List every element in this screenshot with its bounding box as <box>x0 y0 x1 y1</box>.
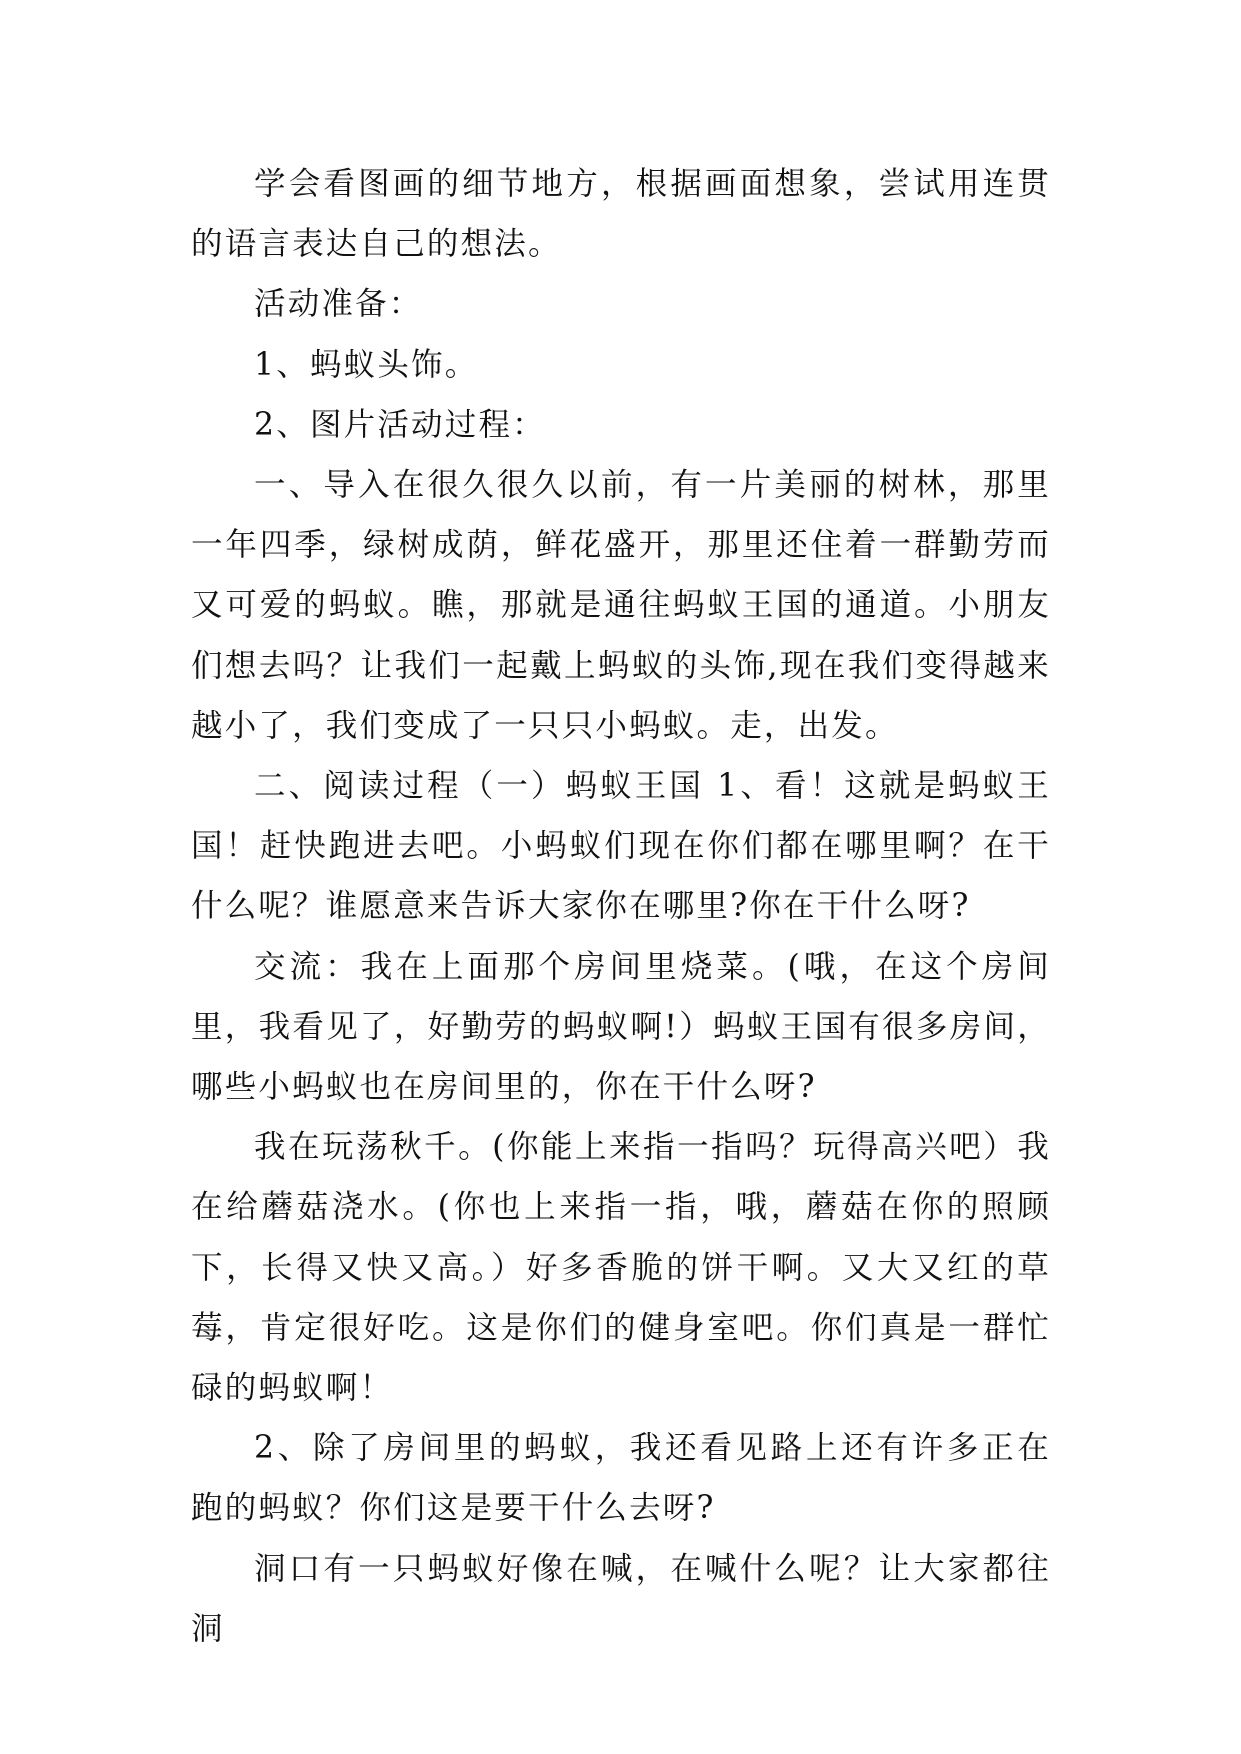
paragraph-preparation-item-2: 2、图片活动过程： <box>254 406 546 443</box>
paragraph-cave-entrance: 洞口有一只蚂蚁好像在喊，在喊什么呢？让大家都往洞 <box>191 1550 1051 1647</box>
paragraph-exchange: 交流：我在上面那个房间里烧菜。(哦，在这个房间里，我看见了，好勤劳的蚂蚁啊!）蚂蚁王国有很多房间，哪些小蚂蚁也在房间里的，你在干什么呀? <box>191 948 1051 1106</box>
body-text <box>191 154 1051 1659</box>
paragraph-reading-process: 二、阅读过程（一）蚂蚁王国 1、看！这就是蚂蚁王国！赶快跑进去吧。小蚂蚁们现在你们都在哪里啊？在干什么呢？谁愿意来告诉大家你在哪里?你在干什么呀? <box>191 768 1051 925</box>
paragraph-running-ants: 2、除了房间里的蚂蚁，我还看见路上还有许多正在跑的蚂蚁？你们这是要干什么去呀? <box>191 1430 1051 1527</box>
paragraph-preparation-item-1: 1、蚂蚁头饰。 <box>254 346 479 383</box>
paragraph-activities: 我在玩荡秋千。(你能上来指一指吗？玩得高兴吧）我在给蘑菇浇水。(你也上来指一指，哦，蘑菇在你的照顾下，长得又快又高。）好多香脆的饼干啊。又大又红的草莓，肯定很好吃。这是你们的健身室吧。你们真是一群忙碌的蚂蚁啊！ <box>191 1129 1051 1407</box>
paragraph-introduction: 一、导入在很久很久以前，有一片美丽的树林，那里一年四季，绿树成荫，鲜花盛开，那里还住着一群勤劳而又可爱的蚂蚁。瞧，那就是通往蚂蚁王国的通道。小朋友们想去吗？让我们一起戴上蚂蚁的头饰,现在我们变得越来越小了，我们变成了一只只小蚂蚁。走，出发。 <box>191 467 1051 744</box>
paragraph-goal: 学会看图画的细节地方，根据画面想象，尝试用连贯的语言表达自己的想法。 <box>191 166 1051 263</box>
paragraph-preparation-heading: 活动准备： <box>254 286 423 323</box>
